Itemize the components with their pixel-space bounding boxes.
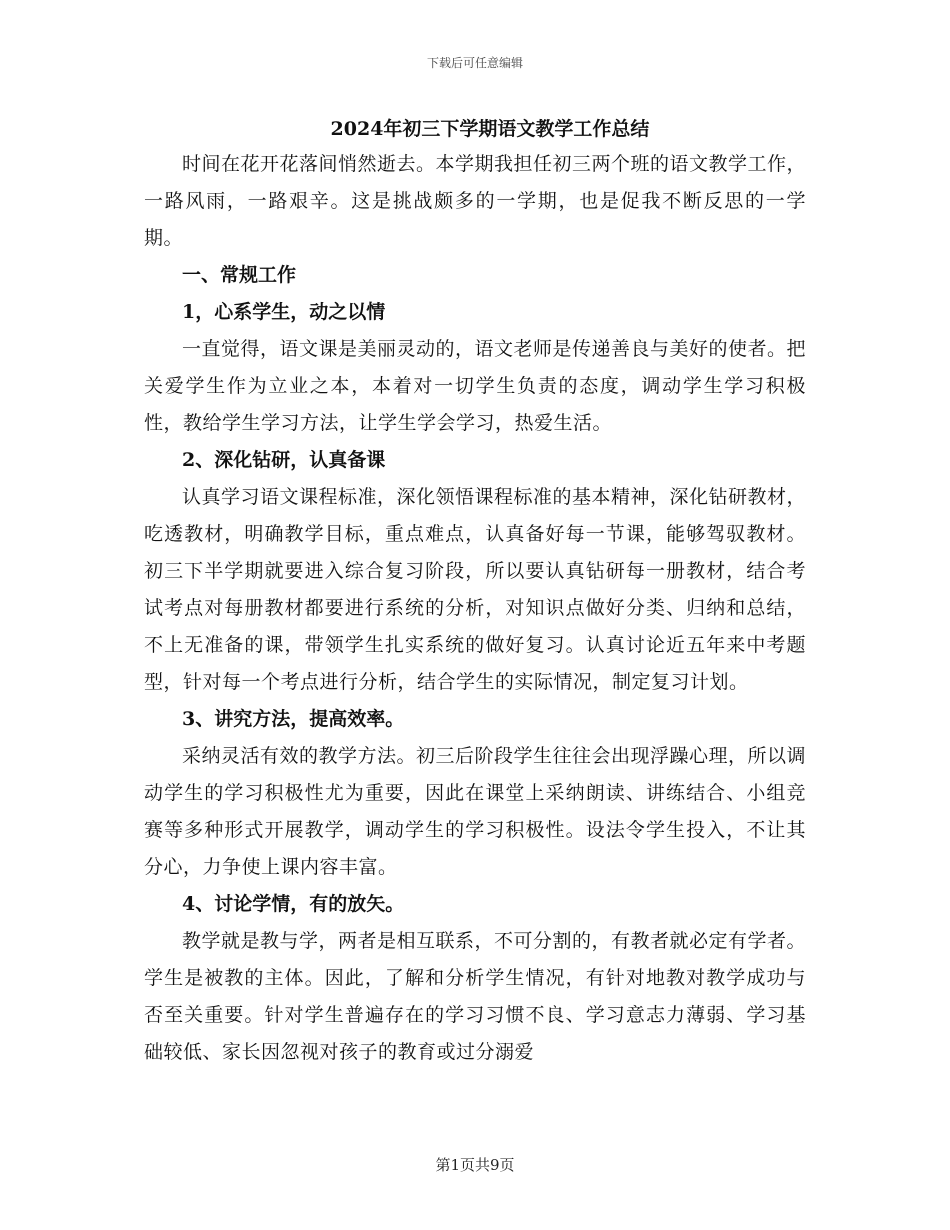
paragraph-intro: 时间在花开花落间悄然逝去。本学期我担任初三两个班的语文教学工作，一路风雨，一路艰辛。这是挑战颇多的一学期，也是促我不断反思的一学期。 [144, 153, 807, 249]
subheading-care-students: 1，心系学生，动之以情 [182, 301, 386, 323]
subheading-methods: 3、讲究方法，提高效率。 [182, 708, 405, 730]
document-title: 2024年初三下学期语文教学工作总结 [330, 118, 650, 140]
section-heading-routine-work: 一、常规工作 [182, 264, 297, 286]
page-number: 第1页共9页 [435, 1156, 515, 1174]
paragraph-methods: 采纳灵活有效的教学方法。初三后阶段学生往往会出现浮躁心理，所以调动学生的学习积极性尤为重要，因此在课堂上采纳朗读、讲练结合、小组竞赛等多种形式开展教学，调动学生的学习积极性。设法令学生投入，不让其分心，力争使上课内容丰富。 [144, 745, 807, 878]
subheading-lesson-prep: 2、深化钻研，认真备课 [182, 449, 386, 471]
subheading-student-analysis: 4、讨论学情，有的放矢。 [182, 893, 405, 915]
paragraph-student-analysis: 教学就是教与学，两者是相互联系，不可分割的，有教者就必定有学者。学生是被教的主体。因此，了解和分析学生情况，有针对地教对教学成功与否至关重要。针对学生普遍存在的学习习惯不良、学习意志力薄弱、学习基础较低、家长因忽视对孩子的教育或过分溺爱 [144, 930, 807, 1063]
document-body [144, 112, 806, 1071]
header-note: 下载后可任意编辑 [426, 56, 523, 70]
paragraph-care-students: 一直觉得，语文课是美丽灵动的，语文老师是传递善良与美好的使者。把关爱学生作为立业之本，本着对一切学生负责的态度，调动学生学习积极性，教给学生学习方法，让学生学会学习，热爱生活。 [144, 338, 807, 434]
paragraph-lesson-prep: 认真学习语文课程标准，深化领悟课程标准的基本精神，深化钻研教材，吃透教材，明确教学目标，重点难点，认真备好每一节课，能够驾驭教材。初三下半学期就要进入综合复习阶段，所以要认真钻研每一册教材，结合考试考点对每册教材都要进行系统的分析，对知识点做好分类、归纳和总结，不上无准备的课，带领学生扎实系统的做好复习。认真讨论近五年来中考题型，针对每一个考点进行分析，结合学生的实际情况，制定复习计划。 [144, 486, 807, 693]
